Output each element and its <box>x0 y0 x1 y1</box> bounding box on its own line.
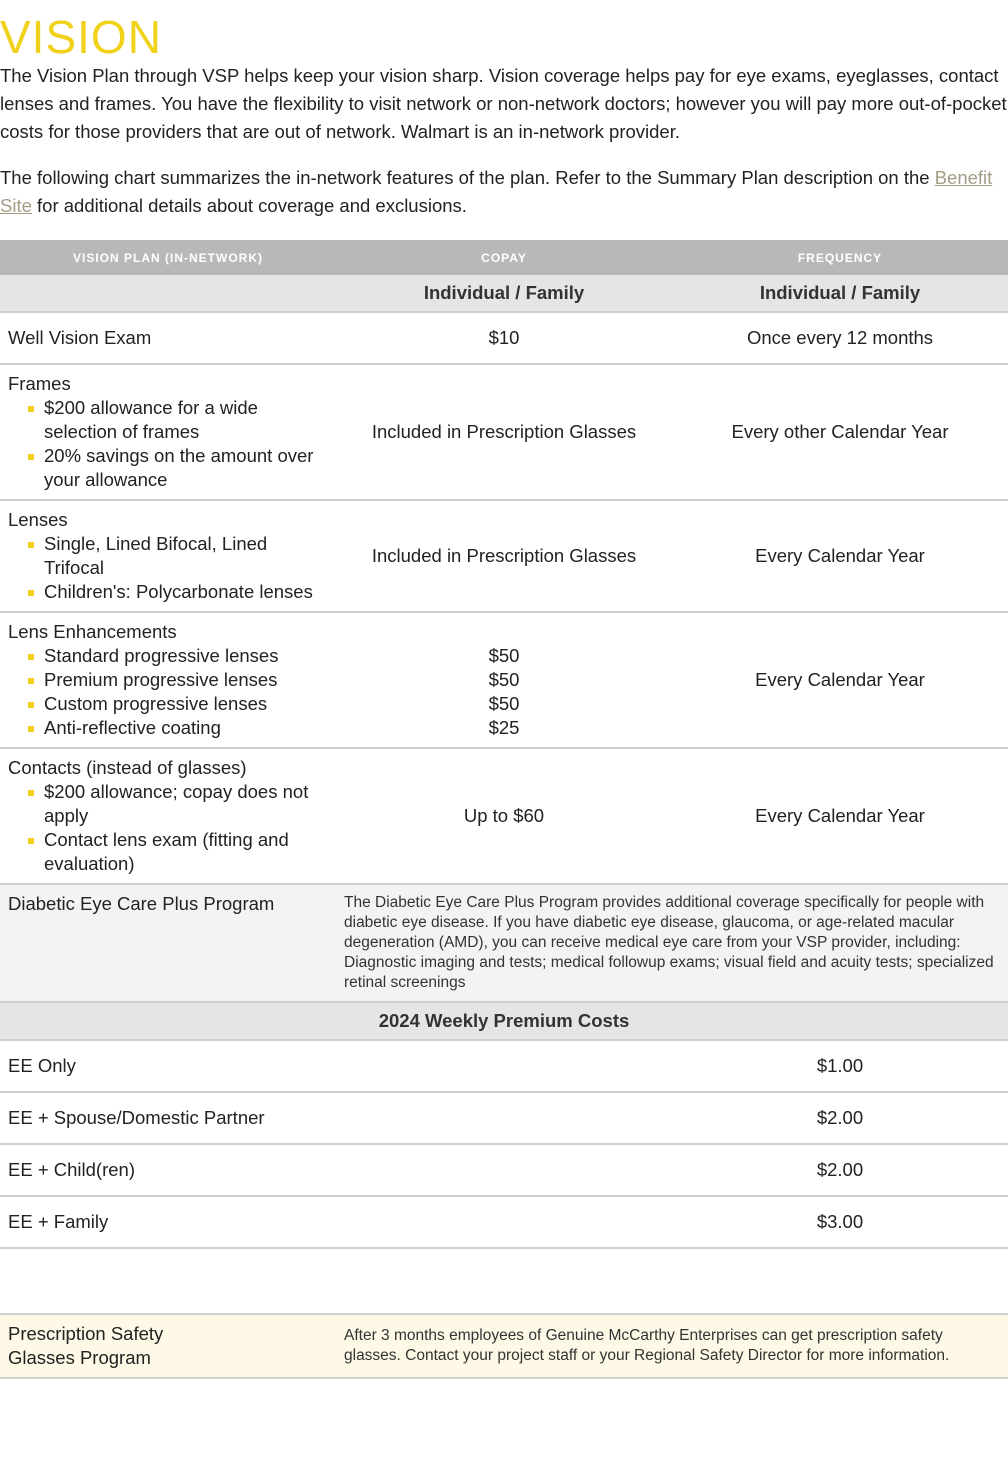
safety-glasses-table <box>0 1313 1008 1379</box>
subheader-copay: Individual / Family <box>336 275 672 312</box>
row-copay-cell <box>336 612 672 748</box>
premium-cost: $2.00 <box>672 1092 1008 1144</box>
list-item: Contact lens exam (fitting and evaluation) <box>36 828 328 876</box>
row-label-cell <box>0 364 336 500</box>
copay-value: $50 <box>488 645 520 666</box>
row-label: Lens Enhancements <box>8 621 177 642</box>
list-item: Single, Lined Bifocal, Lined Trifocal <box>36 532 328 580</box>
subheader-frequency: Individual / Family <box>672 275 1008 312</box>
list-item: $200 allowance; copay does not apply <box>36 780 328 828</box>
list-item: Anti-reflective coating <box>36 716 328 740</box>
table-row <box>0 500 1008 612</box>
premium-heading: 2024 Weekly Premium Costs <box>0 1002 1008 1040</box>
row-label-cell <box>0 748 336 884</box>
summary-text-after: for additional details about coverage and exclusions. <box>31 195 467 216</box>
bullet-list <box>8 532 328 604</box>
intro-paragraph: The Vision Plan through VSP helps keep your vision sharp. Vision coverage helps pay for eye exams, eyeglasses, contact lenses and frames. You have the flexibility to visit network or non-network doctors; however you will pay more out-of-pocket costs for those providers that are out of network. Walmart is an in-network provider. <box>0 65 1007 142</box>
row-label-cell <box>0 500 336 612</box>
page-title: VISION <box>0 11 162 63</box>
row-label-cell <box>0 612 336 748</box>
table-row <box>0 1092 1008 1144</box>
premium-tier: EE + Spouse/Domestic Partner <box>0 1092 336 1144</box>
row-copay: Included in Prescription Glasses <box>336 500 672 612</box>
summary-text-before: The following chart summarizes the in-network features of the plan. Refer to the Summary Plan description on the <box>0 167 935 188</box>
premium-cost: $1.00 <box>672 1040 1008 1092</box>
header-frequency: FREQUENCY <box>672 240 1008 275</box>
premium-empty-cell <box>336 1144 672 1196</box>
bullet-list <box>8 644 328 740</box>
subheader-empty <box>0 275 336 312</box>
safety-glasses-description: After 3 months employees of Genuine McCarthy Enterprises can get prescription safety glasses. Contact your project staff or your Regional Safety Director for more information. <box>336 1314 1008 1378</box>
table-row <box>0 312 1008 364</box>
row-label: Well Vision Exam <box>0 312 336 364</box>
table-row <box>0 1040 1008 1092</box>
benefit-site-link[interactable]: Benefit Site <box>0 167 993 216</box>
premium-empty-cell <box>336 1040 672 1092</box>
copay-value: $50 <box>488 669 520 690</box>
table-row <box>0 748 1008 884</box>
row-frequency: Every Calendar Year <box>672 612 1008 748</box>
list-item: 20% savings on the amount over your allowance <box>36 444 328 492</box>
row-copay: $10 <box>336 312 672 364</box>
premium-cost: $3.00 <box>672 1196 1008 1248</box>
header-vision-plan: VISION PLAN (IN-NETWORK) <box>0 240 336 275</box>
list-item: $200 allowance for a wide selection of frames <box>36 396 328 444</box>
premium-cost: $2.00 <box>672 1144 1008 1196</box>
row-label: Frames <box>8 373 71 394</box>
copay-stack <box>336 620 672 740</box>
row-copay: Included in Prescription Glasses <box>336 364 672 500</box>
bullet-list <box>8 396 328 492</box>
diabetic-program-row <box>0 884 1008 1002</box>
row-frequency: Every other Calendar Year <box>672 364 1008 500</box>
copay-value: $25 <box>488 717 520 738</box>
safety-glasses-row <box>0 1314 1008 1378</box>
vision-plan-table <box>0 240 1008 1249</box>
row-frequency: Once every 12 months <box>672 312 1008 364</box>
table-row <box>0 1144 1008 1196</box>
premium-tier: EE Only <box>0 1040 336 1092</box>
bullet-list <box>8 780 328 876</box>
table-row <box>0 612 1008 748</box>
premium-heading-row <box>0 1002 1008 1040</box>
row-frequency: Every Calendar Year <box>672 748 1008 884</box>
table-row <box>0 1196 1008 1248</box>
list-item: Standard progressive lenses <box>36 644 328 668</box>
table-subheader-row <box>0 275 1008 312</box>
row-frequency: Every Calendar Year <box>672 500 1008 612</box>
chart-summary-paragraph <box>0 146 1008 220</box>
premium-empty-cell <box>336 1196 672 1248</box>
diabetic-program-label: Diabetic Eye Care Plus Program <box>0 884 336 1002</box>
table-row <box>0 364 1008 500</box>
premium-empty-cell <box>336 1092 672 1144</box>
premium-tier: EE + Child(ren) <box>0 1144 336 1196</box>
safety-glasses-label: Prescription Safety Glasses Program <box>0 1314 336 1378</box>
header-copay: COPAY <box>336 240 672 275</box>
list-item: Custom progressive lenses <box>36 692 328 716</box>
row-label: Lenses <box>8 509 68 530</box>
list-item: Premium progressive lenses <box>36 668 328 692</box>
premium-tier: EE + Family <box>0 1196 336 1248</box>
row-label: Contacts (instead of glasses) <box>8 757 247 778</box>
list-item: Children's: Polycarbonate lenses <box>36 580 328 604</box>
row-copay: Up to $60 <box>336 748 672 884</box>
copay-value: $50 <box>488 693 520 714</box>
diabetic-program-description: The Diabetic Eye Care Plus Program provides additional coverage specifically for people with diabetic eye disease. If you have diabetic eye disease, glaucoma, or age-related macular degeneration (AMD), you can receive medical eye care from your VSP provider, including: Diagnostic imaging and tests; medical followup exams; visual field and acuity tests; specialized retinal screenings <box>336 884 1008 1002</box>
